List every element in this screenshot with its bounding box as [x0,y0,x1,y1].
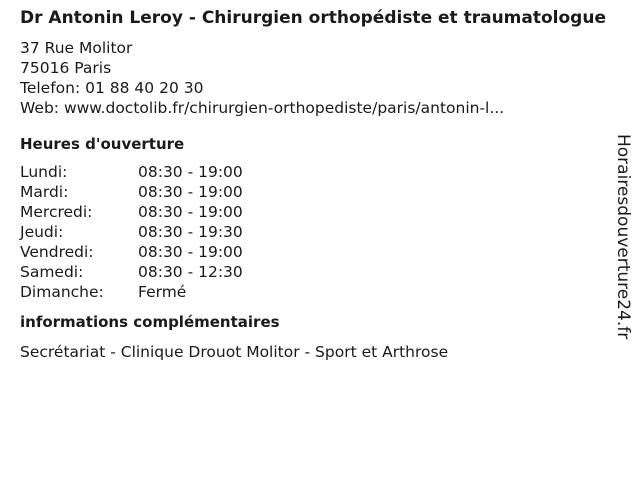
opening-hours-title: Heures d'ouverture [20,135,185,153]
business-name: Dr Antonin Leroy - Chirurgien orthopédiste et traumatologue [20,8,606,28]
hours-row [20,282,610,302]
day-label: Lundi: [20,163,68,181]
additional-info-text: Secrétariat - Clinique Drouot Molitor - Sport et Arthrose [20,343,449,361]
city-postcode: 75016 Paris [20,59,112,77]
day-hours: 08:30 - 19:00 [138,163,243,181]
hours-row [20,222,610,242]
day-label: Dimanche: [20,283,104,301]
day-hours: 08:30 - 19:00 [138,203,243,221]
hours-row [20,202,610,222]
day-label: Mardi: [20,183,69,201]
street-address: 37 Rue Molitor [20,39,133,57]
day-label: Samedi: [20,263,84,281]
website-link[interactable]: Web: www.doctolib.fr/chirurgien-orthopediste/paris/antonin-l... [20,99,505,117]
hours-row [20,182,610,202]
day-hours: 08:30 - 12:30 [138,263,243,281]
hours-row [20,262,610,282]
site-watermark: Horairesdouverture24.fr [613,134,633,340]
day-hours: 08:30 - 19:00 [138,243,243,261]
opening-hours-table [20,162,610,302]
business-card [20,8,610,362]
day-label: Jeudi: [20,223,64,241]
hours-row [20,242,610,262]
day-label: Mercredi: [20,203,93,221]
address-block [20,38,610,118]
day-hours: Fermé [138,283,187,301]
day-hours: 08:30 - 19:30 [138,223,243,241]
phone-number[interactable]: Telefon: 01 88 40 20 30 [20,79,204,97]
hours-row [20,162,610,182]
day-hours: 08:30 - 19:00 [138,183,243,201]
additional-info-title: informations complémentaires [20,313,280,331]
day-label: Vendredi: [20,243,94,261]
